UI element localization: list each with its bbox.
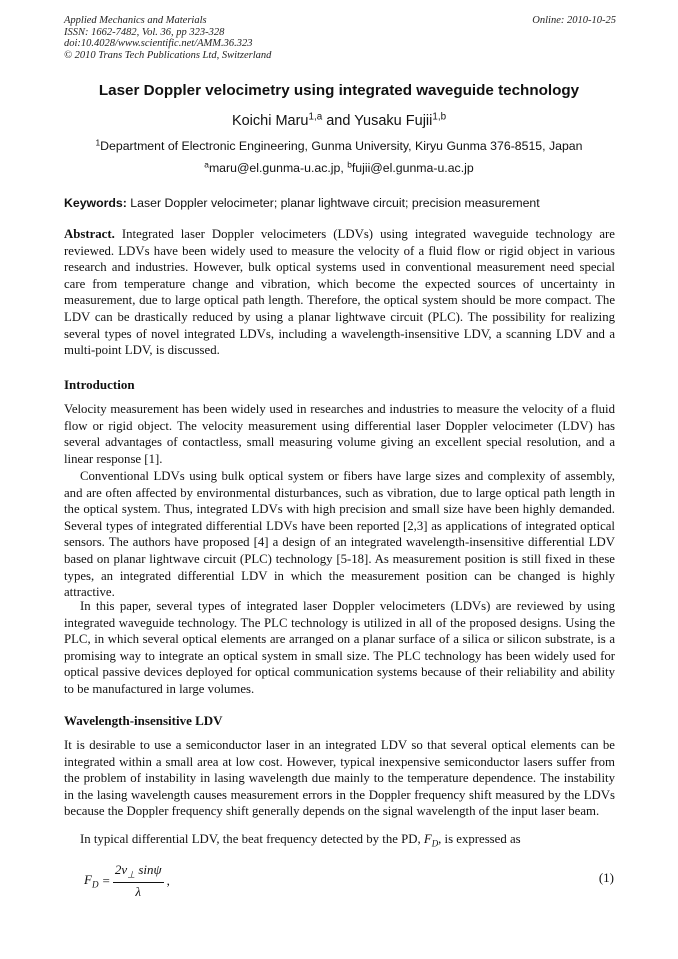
equation-1 xyxy=(84,862,170,900)
email-address: fujii@el.gunma-u.ac.jp xyxy=(351,161,474,175)
email-sup: a xyxy=(204,159,209,170)
abstract xyxy=(64,226,615,359)
author-affil-sup: 1,b xyxy=(432,111,447,123)
author-affil-sup: 1,a xyxy=(308,111,323,123)
paragraph-text: , is expressed as xyxy=(438,832,521,846)
equation-numerator: $2v_\perp$ sinψ xyxy=(113,862,164,883)
paragraph: Conventional LDVs using bulk optical system or fibers have large sizes and complexity of assembly, and are often affected by environmental disturbances, such as vibration, due to large optical path length in the optical system. Thus, integrated LDVs with high precision and small size have been highly demanded. Several types of integrated differential LDVs have been reported [2,3] as applications of integrated optical sensors. The authors have proposed [4] a design of an integrated wavelength-insensitive differential LDV based on planar lightwave circuit (PLC) technology [5-18]. As measurement position is still fixed in these types, an integrated differential LDV in which the measurement position can be changed is highly attractive. xyxy=(64,469,615,600)
journal-name: Applied Mechanics and Materials xyxy=(64,15,207,26)
abstract-text: Integrated laser Doppler velocimeters (LDVs) using integrated waveguide technology are reviewed. LDVs have been widely used to measure the velocity of a fluid flow or rigid object in various research and industries. However, bulk optical systems used in conventional measurement need special care from temperature change and vibration, which become the expected sources of uncertainty in measurement, due to large optical path length. Therefore, the optical system should be more compact. The LDV can be drastically reduced by using a planar lightwave circuit (PLC). The possibility for realizing several types of novel integrated LDVs, including a wavelength-insensitive LDV, a scanning LDV and a multi-point LDV, is discussed. xyxy=(64,227,615,358)
paragraph xyxy=(64,831,615,852)
abstract-label: Abstract. xyxy=(64,227,115,241)
author-line xyxy=(40,113,638,129)
equation-number: (1) xyxy=(598,870,614,885)
author-name: Yusaku Fujii xyxy=(354,113,433,129)
math-variable: F xyxy=(423,832,432,846)
author-name: Koichi Maru xyxy=(231,113,309,129)
equation-equals: = xyxy=(102,872,110,888)
email-sup: b xyxy=(347,159,352,170)
paragraph-text: In typical differential LDV, the beat frequency detected by the PD, xyxy=(80,832,424,846)
affiliation-text: Department of Electronic Engineering, Gunma University, Kiryu Gunma 376-8515, Japan xyxy=(100,139,583,153)
email-address: maru@el.gunma-u.ac.jp, xyxy=(208,161,348,175)
email-line xyxy=(40,161,638,175)
affiliation xyxy=(40,139,638,153)
equation-denominator: λ xyxy=(135,883,142,899)
author-conjunction: and xyxy=(322,113,355,129)
online-date: Online: 2010-10-25 xyxy=(532,15,616,26)
issn-line: ISSN: 1662-7482, Vol. 36, pp 323-328 xyxy=(64,26,225,38)
equation-fraction xyxy=(113,862,164,900)
math-subscript: D xyxy=(431,838,439,849)
section-heading-wavelength-insensitive: Wavelength-insensitive LDV xyxy=(64,713,223,728)
keywords xyxy=(64,196,624,210)
journal-header xyxy=(64,15,616,61)
keywords-label: Keywords: xyxy=(64,196,127,210)
equation-trail: , xyxy=(166,872,170,888)
paragraph: Velocity measurement has been widely used in researches and industries to measure the velocity of a fluid flow or rigid object. The velocity measurement using differential laser Doppler velocimeter (LDV) has several advantages of contactless, small measuring volume giving an excellent special resolution, and a linear response [1]. xyxy=(64,402,615,466)
equation-lhs: $F_D$ xyxy=(84,872,99,890)
paragraph: In this paper, several types of integrated laser Doppler velocimeters (LDVs) are reviewed by using integrated waveguide technology. The PLC technology is utilized in all of the proposed designs. Using the PLC, in which several optical elements are arranged on a planar surface of a silica or silicon substrate, is a promising way to integrate an optical system in small size. The PLC technology has been widely used for optical passive devices deployed for optical communication systems because of their reliability and ability to be manufactured in large volumes. xyxy=(64,599,615,696)
paper-title: Laser Doppler velocimetry using integrated waveguide technology xyxy=(98,82,580,99)
doi-line: doi:10.4028/www.scientific.net/AMM.36.323 xyxy=(64,38,253,50)
section-heading-introduction: Introduction xyxy=(64,377,135,392)
paragraph: It is desirable to use a semiconductor laser in an integrated LDV so that several optical elements can be integrated within a small area at low cost. However, typical inexpensive semiconductor lasers suffer from the problem of instability in lasing wavelength due mainly to the temperature dependence. The instability in the lasing wavelength causes measurement errors in the Doppler frequency shift measured by the LDVs because the Doppler frequency shift generally depends on the signal wavelength of the input laser beam. xyxy=(64,738,615,819)
keywords-text: Laser Doppler velocimeter; planar lightwave circuit; precision measurement xyxy=(126,196,540,210)
copyright-line: © 2010 Trans Tech Publications Ltd, Switzerland xyxy=(64,49,272,61)
affiliation-sup: 1 xyxy=(95,137,101,148)
